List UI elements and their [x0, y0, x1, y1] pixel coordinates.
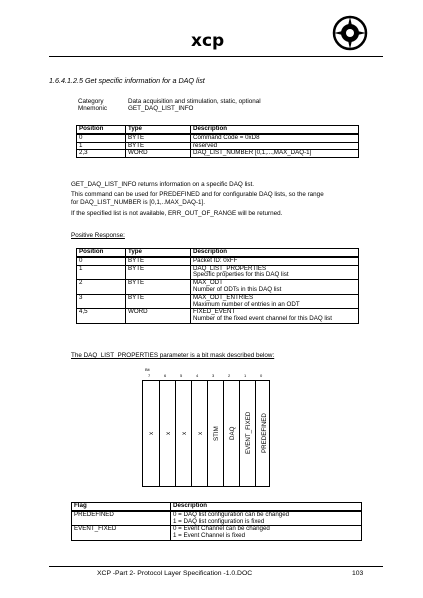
table-row — [77, 265, 359, 280]
command-table — [76, 125, 359, 158]
cell-position: 1 — [77, 142, 126, 150]
table-header-row — [77, 126, 359, 134]
bitmask-diagram — [142, 380, 270, 487]
page-number: 103 — [352, 570, 364, 577]
cell-position: 2,3 — [77, 150, 126, 158]
table-row — [77, 280, 359, 295]
cell-type: BYTE — [126, 280, 191, 295]
cell-type: WORD — [126, 309, 191, 324]
cell-description — [191, 265, 359, 280]
header-type: Type — [126, 126, 191, 134]
table-row — [77, 134, 359, 142]
bit-number: 6 — [164, 373, 167, 378]
paragraph: for DAQ_LIST_NUMBER is [0,1,..MAX_DAQ-1]. — [71, 199, 206, 206]
bit-number: 4 — [196, 373, 199, 378]
header-type: Type — [126, 249, 191, 257]
footer-title: XCP -Part 2- Protocol Layer Specification -1.0.DOC — [97, 570, 253, 577]
bit-field-label: EVENT_FIXED — [244, 411, 252, 454]
cell-position: 3 — [77, 294, 126, 309]
header-flag: Flag — [72, 503, 171, 511]
cell-type: BYTE — [126, 265, 191, 280]
bit-field-cell — [159, 381, 175, 486]
table-row — [77, 257, 359, 265]
cell-position: 4,5 — [77, 309, 126, 324]
bit-number: 5 — [180, 373, 183, 378]
bit-number: 1 — [244, 373, 247, 378]
compass-logo-icon — [332, 15, 368, 51]
paragraph: If the specified list is not available, ERR_OUT_OF_RANGE will be returned. — [71, 210, 283, 217]
table-header-row — [77, 249, 359, 257]
bit-field-label: STIM — [212, 425, 220, 441]
cell-description-line: Packet ID: 0xFF — [193, 256, 238, 264]
bit-number: 3 — [212, 373, 215, 378]
cell-description — [171, 526, 362, 541]
bit-field-cell — [223, 381, 239, 486]
bit-label: Bit — [145, 367, 150, 372]
cell-description-line: FIXED_EVENT — [193, 308, 236, 316]
cell-description-line: MAX_ODT — [193, 279, 223, 287]
bitmask-caption: The DAQ_LIST_PROPERTIES parameter is a bit mask described below: — [71, 352, 275, 359]
table-row — [72, 526, 362, 541]
header-position: Position — [77, 126, 126, 134]
cell-description: reserved — [191, 142, 359, 150]
header-description: Description — [171, 503, 362, 511]
cell-position: 0 — [77, 257, 126, 265]
table-row — [77, 150, 359, 158]
header-description: Description — [191, 126, 359, 134]
cell-description-line: MAX_ODT_ENTRIES — [193, 293, 254, 301]
cell-type: BYTE — [126, 142, 191, 150]
bit-field-cell — [191, 381, 207, 486]
cell-type: BYTE — [126, 294, 191, 309]
bit-field-label: x — [180, 431, 188, 435]
cell-flag: PREDEFINED — [72, 511, 171, 526]
header-rule — [49, 56, 383, 57]
cell-flag: EVENT_FIXED — [72, 526, 171, 541]
bit-field-label: PREDEFINED — [260, 413, 268, 453]
category-value: Data acquisition and stimulation, static, optional — [128, 98, 261, 105]
bit-field-label: x — [164, 431, 172, 435]
bit-field-cell — [143, 381, 159, 486]
cell-position: 0 — [77, 134, 126, 142]
cell-description-line: 1 = Event Channel is fixed — [173, 532, 246, 540]
bit-number: 7 — [148, 373, 151, 378]
cell-description: DAQ_LIST_NUMBER [0,1,...,MAX_DAQ-1] — [191, 150, 359, 158]
bit-field-label: DAQ — [228, 426, 236, 440]
cell-position: 1 — [77, 265, 126, 280]
cell-description-line: 0 = DAQ list configuration can be changed — [173, 510, 290, 518]
cell-description — [171, 511, 362, 526]
category-label: Category — [78, 98, 104, 105]
bit-field-cell — [175, 381, 191, 486]
mnemonic-value: GET_DAQ_LIST_INFO — [128, 105, 194, 112]
cell-type: BYTE — [126, 134, 191, 142]
bit-field-cell — [239, 381, 255, 486]
mnemonic-label: Mnemonic — [78, 105, 108, 112]
cell-position: 2 — [77, 280, 126, 295]
cell-description-line: Maximum number of entries in an ODT — [193, 300, 300, 308]
cell-description: Command Code = 0xD8 — [191, 134, 359, 142]
flag-table — [71, 502, 362, 541]
cell-description-line: Number of the fixed event channel for this DAQ list — [193, 315, 332, 323]
cell-description-line: 0 = Event Channel can be changed — [173, 525, 270, 533]
bit-field-label: x — [147, 431, 155, 435]
header-position: Position — [77, 249, 126, 257]
cell-description — [191, 294, 359, 309]
bit-field-cell — [255, 381, 271, 486]
bit-field-label: x — [196, 431, 204, 435]
bit-number: 0 — [260, 373, 263, 378]
cell-description — [191, 280, 359, 295]
table-header-row — [72, 503, 362, 511]
cell-description — [191, 257, 359, 265]
header-description: Description — [191, 249, 359, 257]
xcp-logo-text: xcp — [191, 31, 225, 51]
cell-description-line: DAQ_LIST_PROPERTIES — [193, 264, 267, 272]
paragraph: This command can be used for PREDEFINED and for configurable DAQ lists, so the range — [71, 191, 324, 198]
paragraph: GET_DAQ_LIST_INFO returns information on a specific DAQ list. — [71, 181, 255, 188]
positive-response-table — [76, 248, 359, 324]
cell-description-line: 1 = DAQ list configuration is fixed — [173, 517, 265, 525]
footer-rule — [49, 566, 383, 567]
cell-type: BYTE — [126, 257, 191, 265]
bit-number: 2 — [228, 373, 231, 378]
positive-response-label: Positive Response: — [71, 232, 125, 239]
cell-type: WORD — [126, 150, 191, 158]
bit-field-cell — [207, 381, 223, 486]
table-row — [77, 294, 359, 309]
table-row — [72, 511, 362, 526]
cell-description-line: Number of ODTs in this DAQ list — [193, 285, 282, 293]
cell-description — [191, 309, 359, 324]
table-row — [77, 309, 359, 324]
cell-description-line: Specific properties for this DAQ list — [193, 271, 289, 279]
section-heading: 1.6.4.1.2.5 Get specific information for a DAQ list — [49, 76, 205, 85]
